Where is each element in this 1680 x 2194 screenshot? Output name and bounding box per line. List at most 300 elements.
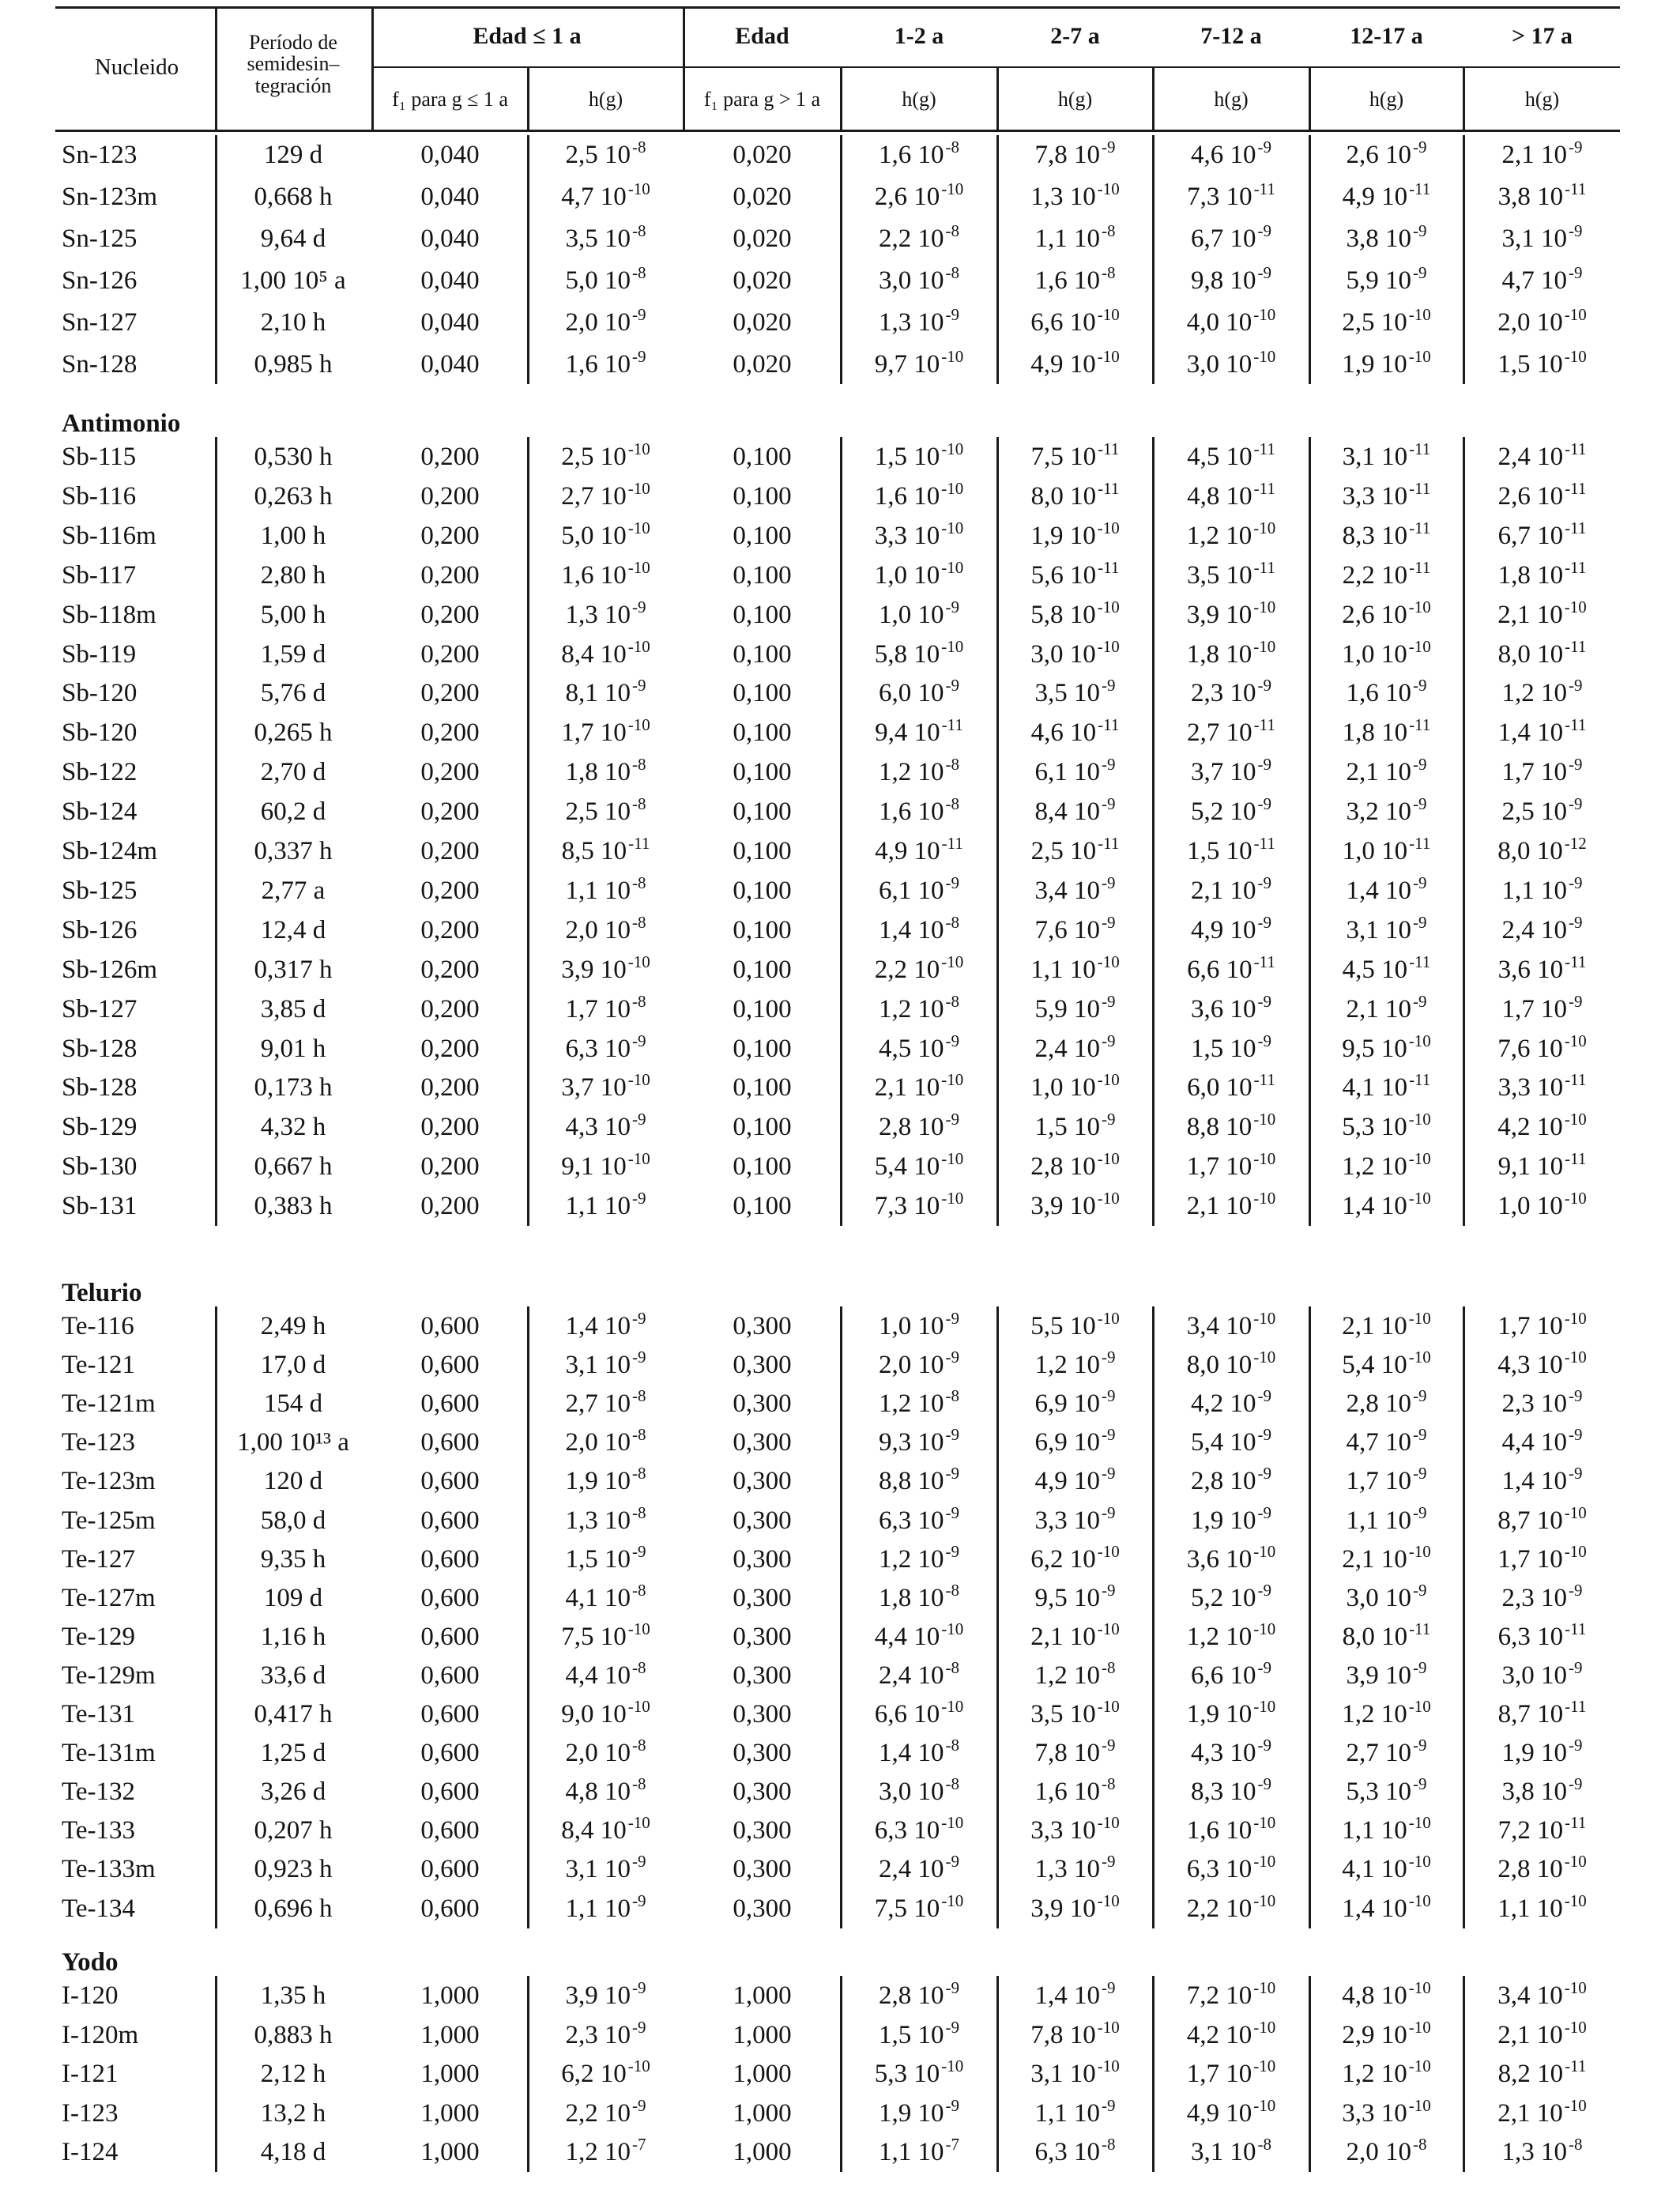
- cell-h-12-17: [1310, 1186, 1463, 1226]
- cell-mantissa: 2,1 10: [1030, 1623, 1096, 1651]
- cell-nuclide: Sn-123m: [62, 183, 158, 211]
- cell-h-12-17: [1310, 1695, 1463, 1734]
- cell-exponent: -9: [1569, 1774, 1583, 1793]
- cell-exponent: -10: [1408, 2096, 1431, 2115]
- cell-exponent: -10: [1564, 1031, 1587, 1050]
- cell-h-7-12: [1154, 792, 1309, 831]
- cell-exponent: -10: [1097, 1697, 1120, 1716]
- cell-mantissa: 4,3 10: [565, 1113, 631, 1141]
- cell-nuclide: Sb-119: [62, 640, 137, 669]
- cell-nuclide: Sb-116: [62, 482, 137, 511]
- cell-h-7-12: [1154, 871, 1309, 910]
- cell-exponent: -9: [1569, 873, 1583, 892]
- cell-mantissa: 1,4 10: [1342, 1894, 1407, 1923]
- cell-h-gt17: [1464, 752, 1620, 792]
- cell-mantissa: 2,8 10: [1346, 1389, 1411, 1418]
- cell-exponent: -10: [627, 558, 650, 577]
- cell-mantissa: 2,1 10: [1342, 1312, 1407, 1340]
- cell-f1-gt1: 0,100: [733, 1113, 792, 1141]
- cell-h-1-2: [842, 1068, 996, 1107]
- cell-h-gt17: [1464, 990, 1620, 1029]
- cell-h-gt17: [1464, 871, 1620, 910]
- cell-half-life: 9,64 d: [260, 224, 326, 253]
- cell-exponent: -10: [1097, 1619, 1120, 1638]
- cell-h-7-12: [1154, 595, 1309, 635]
- cell-exponent: -10: [1097, 518, 1120, 537]
- cell-mantissa: 2,0 10: [565, 308, 631, 337]
- cell-mantissa: 6,6 10: [1030, 308, 1096, 337]
- cell-exponent: -10: [1408, 347, 1431, 366]
- cell-mantissa: 1,1 10: [565, 876, 631, 905]
- cell-half-life: 0,173 h: [254, 1073, 333, 1102]
- cell-h-2-7: [998, 1147, 1152, 1186]
- cell-f1-le1: 0,040: [420, 266, 480, 295]
- cell-mantissa: 1,5 10: [874, 443, 940, 471]
- cell-h-1-2: [842, 2015, 996, 2055]
- cell-h-1-2: [842, 303, 996, 342]
- cell-mantissa: 2,4 10: [879, 1661, 944, 1690]
- cell-exponent: -8: [945, 221, 959, 240]
- cell-exponent: -9: [1413, 873, 1427, 892]
- cell-h-12-17: [1310, 2015, 1463, 2055]
- cell-mantissa: 1,8 10: [1497, 561, 1564, 590]
- cell-mantissa: 8,3 10: [1342, 522, 1408, 550]
- cell-exponent: -10: [627, 1619, 650, 1638]
- cell-exponent: -9: [1569, 1425, 1583, 1444]
- cell-f1-le1: 1,000: [420, 2099, 480, 2128]
- cell-mantissa: 3,9 10: [1346, 1661, 1411, 1690]
- cell-h-gt17: [1464, 1656, 1620, 1695]
- cell-exponent: -9: [945, 2096, 959, 2115]
- cell-exponent: -9: [1569, 676, 1583, 695]
- cell-exponent: -11: [1409, 834, 1431, 853]
- cell-h-7-12: [1154, 177, 1309, 217]
- cell-f1-le1: 0,200: [420, 679, 480, 707]
- cell-h-12-17: [1310, 1540, 1463, 1579]
- cell-mantissa: 2,8 10: [879, 1113, 944, 1141]
- cell-mantissa: 2,7 10: [565, 1389, 631, 1418]
- cell-exponent: -9: [945, 1978, 959, 1997]
- cell-exponent: -10: [1097, 1189, 1120, 1208]
- cell-half-life: 12,4 d: [260, 916, 326, 944]
- cell-mantissa: 1,5 10: [1497, 350, 1563, 379]
- cell-exponent: -9: [1257, 676, 1271, 695]
- cell-mantissa: 4,5 10: [1342, 956, 1408, 984]
- cell-h-12-17: [1310, 1849, 1463, 1889]
- cell-h-1-2: [842, 477, 996, 516]
- cell-f1-gt1: 0,020: [733, 183, 792, 211]
- cell-h-1-2: [842, 2054, 996, 2094]
- cell-exponent: -10: [1408, 598, 1431, 616]
- cell-h-le1: [529, 792, 683, 831]
- cell-h-2-7: [998, 477, 1152, 516]
- cell-mantissa: 1,3 10: [1501, 2138, 1567, 2166]
- cell-nuclide: Sn-127: [62, 308, 137, 337]
- cell-mantissa: 8,7 10: [1497, 1506, 1563, 1535]
- cell-mantissa: 1,9 10: [1030, 522, 1096, 550]
- cell-mantissa: 2,0 10: [1346, 2138, 1411, 2166]
- cell-exponent: -11: [1409, 952, 1431, 971]
- cell-h-gt17: [1464, 135, 1620, 175]
- cell-mantissa: 4,9 10: [1030, 350, 1096, 379]
- cell-half-life: 2,77 a: [261, 876, 326, 905]
- cell-exponent: -8: [1413, 2135, 1427, 2154]
- column-header-h-12-17: h(g): [1369, 88, 1404, 111]
- cell-mantissa: 7,5 10: [1030, 443, 1097, 471]
- cell-h-1-2: [842, 1656, 996, 1695]
- cell-exponent: -9: [1257, 1386, 1271, 1405]
- cell-exponent: -9: [945, 1503, 959, 1522]
- cell-mantissa: 3,1 10: [1191, 2138, 1256, 2166]
- cell-mantissa: 9,5 10: [1034, 1584, 1100, 1612]
- cell-h-12-17: [1310, 437, 1463, 477]
- cell-h-7-12: [1154, 556, 1309, 595]
- cell-f1-gt1: 0,100: [733, 679, 792, 707]
- cell-exponent: -11: [941, 715, 963, 734]
- cell-mantissa: 8,3 10: [1191, 1777, 1256, 1806]
- cell-mantissa: 6,2 10: [1030, 1545, 1096, 1574]
- cell-h-le1: [529, 219, 683, 258]
- cell-mantissa: 8,4 10: [561, 640, 627, 669]
- cell-exponent: -10: [1564, 1542, 1587, 1561]
- column-divider: [215, 1306, 217, 1928]
- cell-mantissa: 1,2 10: [879, 995, 944, 1023]
- cell-h-7-12: [1154, 437, 1309, 477]
- cell-mantissa: 6,0 10: [1187, 1073, 1252, 1102]
- cell-mantissa: 8,4 10: [1034, 797, 1100, 826]
- cell-exponent: -8: [632, 1658, 646, 1677]
- cell-h-le1: [529, 261, 683, 300]
- cell-f1-le1: 1,000: [420, 2060, 480, 2088]
- cell-exponent: -10: [1097, 1070, 1120, 1089]
- cell-h-2-7: [998, 1656, 1152, 1695]
- cell-mantissa: 3,9 10: [1030, 1894, 1096, 1923]
- cell-mantissa: 1,2 10: [879, 1545, 944, 1574]
- cell-h-le1: [529, 477, 683, 516]
- cell-h-2-7: [998, 1384, 1152, 1423]
- cell-exponent: -10: [627, 1697, 650, 1716]
- cell-half-life: 4,18 d: [260, 2138, 326, 2166]
- cell-half-life: 58,0 d: [260, 1506, 326, 1535]
- cell-nuclide: Te-121m: [62, 1389, 156, 1418]
- cell-exponent: -9: [632, 2096, 646, 2115]
- cell-exponent: -10: [941, 1070, 964, 1089]
- cell-half-life: 13,2 h: [260, 2099, 326, 2128]
- cell-h-12-17: [1310, 1772, 1463, 1811]
- cell-nuclide: Sb-116m: [62, 522, 156, 550]
- column-divider: [527, 1976, 529, 2172]
- cell-mantissa: 1,8 10: [1342, 718, 1408, 747]
- cell-exponent: -9: [1569, 138, 1583, 156]
- cell-h-gt17: [1464, 1345, 1620, 1385]
- cell-mantissa: 3,1 10: [1501, 224, 1567, 253]
- cell-exponent: -10: [1253, 1309, 1276, 1328]
- cell-h-2-7: [998, 2015, 1152, 2055]
- column-divider: [1309, 135, 1311, 384]
- column-header-age-7-12: 7-12 a: [1200, 23, 1262, 49]
- cell-exponent: -9: [632, 2018, 646, 2037]
- cell-f1-le1: 0,600: [420, 1312, 480, 1340]
- cell-mantissa: 2,8 10: [1030, 1152, 1096, 1181]
- cell-f1-le1: 0,600: [420, 1700, 480, 1728]
- cell-mantissa: 3,5 10: [1034, 679, 1100, 707]
- cell-mantissa: 8,0 10: [1342, 1623, 1408, 1651]
- cell-h-12-17: [1310, 556, 1463, 595]
- cell-h-7-12: [1154, 990, 1309, 1029]
- cell-h-12-17: [1310, 1617, 1463, 1657]
- column-header-periodo-line1: Período de: [249, 31, 337, 54]
- cell-half-life: 120 d: [263, 1467, 323, 1495]
- column-divider: [527, 437, 529, 1226]
- cell-exponent: -11: [1565, 1697, 1587, 1716]
- cell-exponent: -10: [941, 1813, 964, 1832]
- cell-mantissa: 2,8 10: [1191, 1467, 1256, 1495]
- cell-mantissa: 8,0 10: [1030, 482, 1097, 511]
- cell-h-1-2: [842, 1695, 996, 1734]
- cell-exponent: -11: [1409, 1070, 1431, 1089]
- cell-h-1-2: [842, 1849, 996, 1889]
- cell-h-le1: [529, 1029, 683, 1069]
- cell-exponent: -10: [1253, 2056, 1276, 2075]
- cell-exponent: -9: [1413, 676, 1427, 695]
- cell-f1-le1: 0,600: [420, 1428, 480, 1457]
- cell-h-7-12: [1154, 1811, 1309, 1850]
- cell-mantissa: 2,2 10: [879, 224, 944, 253]
- cell-exponent: -11: [1253, 1070, 1275, 1089]
- cell-mantissa: 2,1 10: [1346, 758, 1411, 786]
- cell-mantissa: 2,7 10: [1187, 718, 1252, 747]
- cell-mantissa: 7,3 10: [1187, 183, 1252, 211]
- column-header-age-12-17: 12-17 a: [1350, 23, 1423, 49]
- cell-half-life: 0,530 h: [254, 443, 333, 471]
- cell-h-2-7: [998, 516, 1152, 556]
- cell-h-1-2: [842, 261, 996, 300]
- cell-h-gt17: [1464, 1423, 1620, 1462]
- cell-h-7-12: [1154, 2054, 1309, 2094]
- cell-mantissa: 1,9 10: [1186, 1700, 1252, 1728]
- cell-mantissa: 1,0 10: [879, 601, 944, 629]
- cell-h-12-17: [1310, 219, 1463, 258]
- cell-mantissa: 9,3 10: [879, 1428, 944, 1457]
- cell-f1-gt1: 0,100: [733, 1073, 792, 1102]
- cell-h-le1: [529, 1068, 683, 1107]
- cell-mantissa: 3,7 10: [561, 1073, 627, 1102]
- cell-nuclide: Sb-128: [62, 1073, 137, 1102]
- cell-exponent: -10: [941, 1619, 964, 1638]
- cell-mantissa: 3,1 10: [1346, 916, 1411, 944]
- cell-exponent: -9: [1413, 1464, 1427, 1483]
- cell-half-life: 3,26 d: [260, 1777, 326, 1806]
- cell-h-7-12: [1154, 1733, 1309, 1773]
- cell-h-1-2: [842, 1107, 996, 1147]
- cell-mantissa: 8,0 10: [1497, 837, 1563, 865]
- cell-h-gt17: [1464, 1617, 1620, 1657]
- cell-mantissa: 6,6 10: [1187, 956, 1252, 984]
- cell-exponent: -9: [1257, 755, 1271, 774]
- cell-h-2-7: [998, 673, 1152, 713]
- cell-mantissa: 2,8 10: [1497, 1855, 1563, 1883]
- cell-h-12-17: [1310, 1423, 1463, 1462]
- cell-h-1-2: [842, 1811, 996, 1850]
- cell-mantissa: 5,3 10: [1346, 1777, 1411, 1806]
- cell-mantissa: 2,5 10: [561, 443, 627, 471]
- column-divider: [1309, 1306, 1311, 1928]
- cell-exponent: -10: [941, 1149, 964, 1168]
- cell-exponent: -9: [632, 1978, 646, 1997]
- cell-exponent: -7: [945, 2135, 959, 2154]
- cell-mantissa: 1,7 10: [565, 995, 631, 1023]
- cell-nuclide: Te-133m: [62, 1855, 156, 1883]
- cell-mantissa: 4,5 10: [1187, 443, 1252, 471]
- cell-exponent: -8: [632, 1581, 646, 1600]
- cell-h-12-17: [1310, 990, 1463, 1029]
- cell-nuclide: Te-129: [62, 1623, 135, 1651]
- cell-h-le1: [529, 1423, 683, 1462]
- cell-exponent: -10: [627, 715, 650, 734]
- cell-h-gt17: [1464, 477, 1620, 516]
- cell-nuclide: Sb-128: [62, 1035, 137, 1063]
- cell-h-1-2: [842, 556, 996, 595]
- cell-half-life: 4,32 h: [260, 1113, 326, 1141]
- cell-mantissa: 1,4 10: [1501, 1467, 1567, 1495]
- cell-exponent: -8: [1102, 263, 1116, 282]
- cell-mantissa: 4,3 10: [1191, 1739, 1256, 1767]
- cell-f1-le1: 0,200: [420, 916, 480, 944]
- cell-h-le1: [529, 1578, 683, 1618]
- cell-mantissa: 7,8 10: [1034, 141, 1100, 169]
- cell-exponent: -10: [1253, 1542, 1276, 1561]
- cell-exponent: -9: [1102, 992, 1116, 1011]
- cell-half-life: 0,667 h: [254, 1152, 333, 1181]
- cell-h-gt17: [1464, 635, 1620, 674]
- cell-h-1-2: [842, 1976, 996, 2015]
- cell-h-12-17: [1310, 2094, 1463, 2133]
- cell-mantissa: 1,5 10: [1191, 1035, 1256, 1063]
- cell-h-1-2: [842, 135, 996, 175]
- column-divider: [840, 1976, 842, 2172]
- cell-nuclide: Te-129m: [62, 1661, 156, 1690]
- cell-mantissa: 2,1 10: [1497, 601, 1563, 629]
- cell-half-life: 33,6 d: [260, 1661, 326, 1690]
- cell-mantissa: 1,5 10: [879, 2021, 944, 2049]
- cell-exponent: -10: [1564, 1189, 1587, 1208]
- cell-h-1-2: [842, 1461, 996, 1501]
- cell-nuclide: Sb-126: [62, 916, 137, 944]
- cell-h-le1: [529, 1772, 683, 1811]
- cell-mantissa: 1,8 10: [1186, 640, 1252, 669]
- cell-h-12-17: [1310, 516, 1463, 556]
- cell-exponent: -9: [1413, 755, 1427, 774]
- cell-mantissa: 5,0 10: [561, 522, 627, 550]
- cell-f1-gt1: 0,100: [733, 601, 792, 629]
- cell-half-life: 2,49 h: [260, 1312, 326, 1340]
- cell-mantissa: 2,0 10: [1497, 308, 1563, 337]
- cell-h-gt17: [1464, 1306, 1620, 1346]
- cell-nuclide: Sb-125: [62, 876, 137, 905]
- cell-h-le1: [529, 990, 683, 1029]
- cell-exponent: -10: [1097, 305, 1120, 324]
- cell-half-life: 2,10 h: [260, 308, 326, 337]
- cell-h-le1: [529, 635, 683, 674]
- cell-f1-gt1: 0,300: [733, 1700, 792, 1728]
- cell-half-life: 0,263 h: [254, 482, 333, 511]
- cell-h-7-12: [1154, 135, 1309, 175]
- cell-exponent: -9: [1102, 873, 1116, 892]
- cell-f1-le1: 0,600: [420, 1623, 480, 1651]
- column-header-periodo: [218, 32, 368, 96]
- cell-h-1-2: [842, 1384, 996, 1423]
- cell-mantissa: 2,2 10: [565, 2099, 631, 2128]
- cell-exponent: -9: [1569, 263, 1583, 282]
- cell-exponent: -11: [1565, 439, 1587, 458]
- cell-mantissa: 1,6 10: [561, 561, 627, 590]
- cell-half-life: 0,383 h: [254, 1192, 333, 1220]
- cell-f1-gt1: 0,020: [733, 308, 792, 337]
- cell-exponent: -9: [1413, 913, 1427, 932]
- cell-exponent: -9: [1102, 1031, 1116, 1050]
- cell-mantissa: 4,9 10: [1342, 183, 1408, 211]
- cell-exponent: -11: [941, 834, 963, 853]
- cell-h-gt17: [1464, 673, 1620, 713]
- cell-exponent: -8: [632, 1736, 646, 1755]
- cell-f1-gt1: 0,100: [733, 482, 792, 511]
- cell-exponent: -9: [632, 1852, 646, 1871]
- cell-h-gt17: [1464, 1068, 1620, 1107]
- cell-h-gt17: [1464, 219, 1620, 258]
- cell-mantissa: 4,7 10: [561, 183, 627, 211]
- cell-exponent: -11: [1409, 715, 1431, 734]
- cell-mantissa: 1,1 10: [565, 1192, 631, 1220]
- cell-mantissa: 9,0 10: [561, 1700, 627, 1728]
- cell-half-life: 1,00 h: [260, 522, 326, 550]
- cell-exponent: -9: [1569, 1464, 1583, 1483]
- cell-half-life: 0,923 h: [254, 1855, 333, 1883]
- cell-h-gt17: [1464, 2054, 1620, 2094]
- cell-h-2-7: [998, 1345, 1152, 1385]
- cell-exponent: -10: [941, 1189, 964, 1208]
- cell-f1-gt1: 0,300: [733, 1506, 792, 1535]
- cell-h-le1: [529, 1540, 683, 1579]
- cell-nuclide: Sb-118m: [62, 601, 156, 629]
- cell-exponent: -11: [1098, 834, 1120, 853]
- cell-h-1-2: [842, 2132, 996, 2172]
- cell-h-12-17: [1310, 477, 1463, 516]
- cell-mantissa: 2,1 10: [1346, 995, 1411, 1023]
- cell-h-12-17: [1310, 950, 1463, 990]
- cell-h-2-7: [998, 2054, 1152, 2094]
- cell-mantissa: 9,4 10: [875, 718, 940, 747]
- cell-h-7-12: [1154, 2094, 1309, 2133]
- cell-mantissa: 4,2 10: [1191, 1389, 1256, 1418]
- cell-h-2-7: [998, 910, 1152, 950]
- cell-exponent: -9: [1102, 1581, 1116, 1600]
- cell-exponent: -10: [627, 1813, 650, 1832]
- cell-nuclide: Te-131m: [62, 1739, 156, 1767]
- cell-h-gt17: [1464, 713, 1620, 752]
- cell-half-life: 5,76 d: [260, 679, 326, 707]
- cell-h-le1: [529, 1147, 683, 1186]
- column-header-h-1-2: h(g): [902, 88, 936, 111]
- cell-mantissa: 2,7 10: [1346, 1739, 1411, 1767]
- cell-exponent: -10: [1097, 1149, 1120, 1168]
- cell-exponent: -10: [941, 479, 964, 498]
- cell-f1-gt1: 0,300: [733, 1623, 792, 1651]
- cell-exponent: -9: [1102, 1348, 1116, 1367]
- cell-h-7-12: [1154, 1617, 1309, 1657]
- cell-h-gt17: [1464, 177, 1620, 217]
- element-group-title: Antimonio: [62, 409, 181, 438]
- cell-h-12-17: [1310, 1656, 1463, 1695]
